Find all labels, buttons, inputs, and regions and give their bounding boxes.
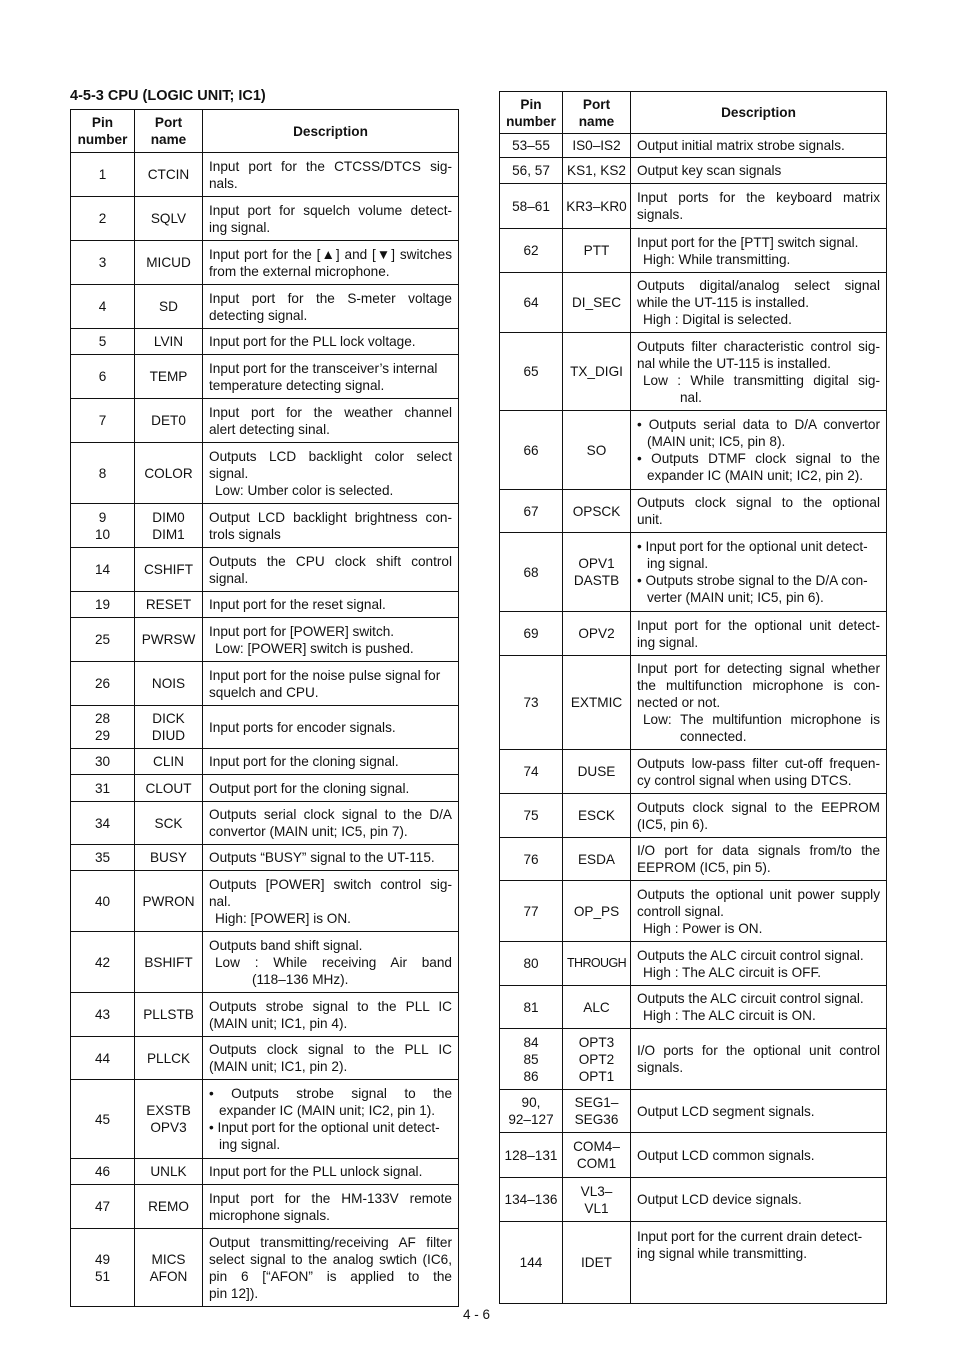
description-cell: Outputs digital/analog select signal while the UT-115 is installed. High : Digital is selected. xyxy=(631,273,887,333)
table-row xyxy=(500,333,887,411)
pin-number-cell: 4 xyxy=(71,285,135,329)
pin-number-cell: 64 xyxy=(500,273,563,333)
description-cell: Input ports for the keyboard matrix signals. xyxy=(631,184,887,229)
pin-number-cell: 42 xyxy=(71,932,135,993)
table-row xyxy=(71,504,459,548)
port-name-header: Port name xyxy=(563,92,631,134)
table-row xyxy=(500,1133,887,1178)
description-cell: • Input port for the optional unit detect- ing signal. • Outputs strobe signal to the D/A con- verter (MAIN unit; IC5, pin 6). xyxy=(631,533,887,612)
description-cell: Input port for the reset signal. xyxy=(203,592,459,618)
pin-number-cell: 2 xyxy=(71,197,135,241)
port-name-cell: OP_PS xyxy=(563,881,631,942)
table-row xyxy=(500,490,887,533)
table-row xyxy=(500,1178,887,1222)
description-cell: Input port for squelch volume detect- ing signal. xyxy=(203,197,459,241)
description-cell: Outputs the optional unit power supply controll signal. High : Power is ON. xyxy=(631,881,887,942)
description-cell: Output LCD segment signals. xyxy=(631,1090,887,1133)
pin-number-cell: 90, 92–127 xyxy=(500,1090,563,1133)
pin-number-cell: 30 xyxy=(71,749,135,775)
pin-number-cell: 1 xyxy=(71,153,135,197)
port-name-cell: DI_SEC xyxy=(563,273,631,333)
description-cell: Outputs clock signal to the EEPROM (IC5, pin 6). xyxy=(631,794,887,838)
description-cell: Input port for the transceiver’s internal temperature detecting signal. xyxy=(203,355,459,399)
description-cell: Outputs strobe signal to the PLL IC (MAIN unit; IC1, pin 4). xyxy=(203,993,459,1037)
description-cell: Outputs “BUSY” signal to the UT-115. xyxy=(203,845,459,871)
table-row xyxy=(71,1159,459,1185)
pin-number-cell: 74 xyxy=(500,750,563,794)
pin-number-cell: 46 xyxy=(71,1159,135,1185)
pin-table-right xyxy=(499,91,887,1304)
table-row xyxy=(500,134,887,158)
port-name-cell: ESCK xyxy=(563,794,631,838)
description-cell: Outputs [POWER] switch control sig- nal. High: [POWER] is ON. xyxy=(203,871,459,932)
description-cell: Input port for the noise pulse signal for squelch and CPU. xyxy=(203,662,459,706)
description-cell: Output LCD backlight brightness con- trols signals xyxy=(203,504,459,548)
port-name-cell: OPT3 OPT2 OPT1 xyxy=(563,1029,631,1090)
description-cell: Input port for the PLL unlock signal. xyxy=(203,1159,459,1185)
table-row xyxy=(500,158,887,184)
description-cell: Input port for detecting signal whether the multifunction microphone is con- nected or not. Low: The multifuntion microphone is connected. xyxy=(631,656,887,750)
description-header: Description xyxy=(631,92,887,134)
pin-number-cell: 45 xyxy=(71,1080,135,1159)
pin-number-cell: 44 xyxy=(71,1037,135,1080)
table-row xyxy=(71,197,459,241)
pin-number-cell: 19 xyxy=(71,592,135,618)
port-name-cell: PTT xyxy=(563,229,631,273)
port-name-cell: MICS AFON xyxy=(135,1229,203,1307)
port-name-cell: ESDA xyxy=(563,838,631,881)
description-cell: Input port for the HM-133V remote microphone signals. xyxy=(203,1185,459,1229)
table-row xyxy=(71,618,459,662)
port-name-cell: ALC xyxy=(563,986,631,1029)
table-row xyxy=(71,662,459,706)
description-cell: Input port for the optional unit detect- ing signal. xyxy=(631,612,887,656)
pin-number-cell: 47 xyxy=(71,1185,135,1229)
header-row xyxy=(500,92,887,134)
table-row xyxy=(71,932,459,993)
pin-number-cell: 5 xyxy=(71,329,135,355)
page-number: 4 - 6 xyxy=(463,1307,491,1322)
description-cell: Outputs the CPU clock shift control signal. xyxy=(203,548,459,592)
description-cell: Output key scan signals xyxy=(631,158,887,184)
description-cell: Input port for the [▲] and [▼] switches from the external microphone. xyxy=(203,241,459,285)
table-row xyxy=(500,411,887,490)
pin-number-header: Pin number xyxy=(500,92,563,134)
table-row xyxy=(71,443,459,504)
table-row xyxy=(71,1229,459,1307)
pin-number-cell: 34 xyxy=(71,802,135,845)
pin-number-cell: 49 51 xyxy=(71,1229,135,1307)
port-name-cell: RESET xyxy=(135,592,203,618)
table-row xyxy=(71,871,459,932)
pin-number-header: Pin number xyxy=(71,110,135,153)
pin-number-cell: 58–61 xyxy=(500,184,563,229)
description-cell: Input port for the PLL lock voltage. xyxy=(203,329,459,355)
port-name-cell: IS0–IS2 xyxy=(563,134,631,158)
pin-number-cell: 69 xyxy=(500,612,563,656)
description-cell: Output LCD common signals. xyxy=(631,1133,887,1178)
port-name-cell: OPSCK xyxy=(563,490,631,533)
port-name-cell: CSHIFT xyxy=(135,548,203,592)
table-row xyxy=(71,329,459,355)
pin-table-left xyxy=(70,109,459,1307)
port-name-cell: PWRSW xyxy=(135,618,203,662)
pin-number-cell: 84 85 86 xyxy=(500,1029,563,1090)
table-row xyxy=(71,241,459,285)
table-row xyxy=(500,273,887,333)
port-name-cell: OPV1 DASTB xyxy=(563,533,631,612)
pin-number-cell: 66 xyxy=(500,411,563,490)
pin-number-cell: 43 xyxy=(71,993,135,1037)
table-row xyxy=(500,533,887,612)
description-cell: Input port for the S-meter voltage detecting signal. xyxy=(203,285,459,329)
pin-number-cell: 26 xyxy=(71,662,135,706)
pin-number-cell: 67 xyxy=(500,490,563,533)
table-row xyxy=(71,1037,459,1080)
description-cell: Outputs filter characteristic control sig- nal while the UT-115 is installed. Low : While transmitting digital sig- nal. xyxy=(631,333,887,411)
port-name-cell: SQLV xyxy=(135,197,203,241)
pin-number-cell: 76 xyxy=(500,838,563,881)
port-name-cell: COLOR xyxy=(135,443,203,504)
description-cell: Outputs clock signal to the PLL IC (MAIN unit; IC1, pin 2). xyxy=(203,1037,459,1080)
port-name-cell: EXTMIC xyxy=(563,656,631,750)
description-cell: Input port for the current drain detect- ing signal while transmitting. xyxy=(631,1222,887,1304)
port-name-cell: VL3– VL1 xyxy=(563,1178,631,1222)
pin-number-cell: 25 xyxy=(71,618,135,662)
table-row xyxy=(71,993,459,1037)
description-cell: Output port for the cloning signal. xyxy=(203,775,459,802)
description-cell: Input port for the cloning signal. xyxy=(203,749,459,775)
pin-number-cell: 80 xyxy=(500,942,563,986)
description-cell: I/O ports for the optional unit control signals. xyxy=(631,1029,887,1090)
pin-number-cell: 3 xyxy=(71,241,135,285)
pin-number-cell: 14 xyxy=(71,548,135,592)
pin-number-cell: 68 xyxy=(500,533,563,612)
table-row xyxy=(71,1185,459,1229)
table-row xyxy=(500,1090,887,1133)
table-row xyxy=(71,749,459,775)
pin-number-cell: 9 10 xyxy=(71,504,135,548)
table-row xyxy=(500,881,887,942)
table-row xyxy=(71,1080,459,1159)
description-cell: Output initial matrix strobe signals. xyxy=(631,134,887,158)
port-name-cell: SCK xyxy=(135,802,203,845)
description-cell: Input port for the [PTT] switch signal. High: While transmitting. xyxy=(631,229,887,273)
description-cell: • Outputs strobe signal to the expander IC (MAIN unit; IC2, pin 1). • Input port for the optional unit detect- ing signal. xyxy=(203,1080,459,1159)
port-name-cell: DIM0 DIM1 xyxy=(135,504,203,548)
description-cell: Input ports for encoder signals. xyxy=(203,706,459,749)
port-name-cell: OPV2 xyxy=(563,612,631,656)
table-row xyxy=(500,942,887,986)
pin-number-cell: 65 xyxy=(500,333,563,411)
port-name-cell: NOIS xyxy=(135,662,203,706)
port-name-cell: REMO xyxy=(135,1185,203,1229)
description-cell: Outputs LCD backlight color select signal. Low: Umber color is selected. xyxy=(203,443,459,504)
pin-number-cell: 8 xyxy=(71,443,135,504)
port-name-cell: IDET xyxy=(563,1222,631,1304)
section-title: 4-5-3 CPU (LOGIC UNIT; IC1) xyxy=(70,88,266,104)
port-name-cell: KR3–KR0 xyxy=(563,184,631,229)
port-name-cell: LVIN xyxy=(135,329,203,355)
table-row xyxy=(500,1222,887,1304)
description-cell: • Outputs serial data to D/A convertor (MAIN unit; IC5, pin 8). • Outputs DTMF clock signal to the expander IC (MAIN unit; IC2, pin 2). xyxy=(631,411,887,490)
pin-number-cell: 7 xyxy=(71,399,135,443)
pin-number-cell: 77 xyxy=(500,881,563,942)
table-row xyxy=(500,986,887,1029)
table-row xyxy=(71,845,459,871)
pin-number-cell: 128–131 xyxy=(500,1133,563,1178)
port-name-cell: PLLCK xyxy=(135,1037,203,1080)
port-name-cell: BSHIFT xyxy=(135,932,203,993)
table-row xyxy=(71,285,459,329)
description-cell: Outputs serial clock signal to the D/A convertor (MAIN unit; IC5, pin 7). xyxy=(203,802,459,845)
description-cell: Outputs band shift signal. Low : While receiving Air band (118–136 MHz). xyxy=(203,932,459,993)
pin-number-cell: 73 xyxy=(500,656,563,750)
table-row xyxy=(71,355,459,399)
description-cell: Outputs low-pass filter cut-off frequen- cy control signal when using DTCS. xyxy=(631,750,887,794)
port-name-cell: TEMP xyxy=(135,355,203,399)
port-name-cell: KS1, KS2 xyxy=(563,158,631,184)
port-name-cell: SEG1– SEG36 xyxy=(563,1090,631,1133)
pin-number-cell: 53–55 xyxy=(500,134,563,158)
description-header: Description xyxy=(203,110,459,153)
port-name-cell: SO xyxy=(563,411,631,490)
port-name-cell: COM4– COM1 xyxy=(563,1133,631,1178)
port-name-cell: THROUGH xyxy=(563,942,631,986)
description-cell: Outputs the ALC circuit control signal. High : The ALC circuit is ON. xyxy=(631,986,887,1029)
table-row xyxy=(71,706,459,749)
port-name-cell: EXSTB OPV3 xyxy=(135,1080,203,1159)
description-cell: I/O port for data signals from/to the EEPROM (IC5, pin 5). xyxy=(631,838,887,881)
table-row xyxy=(71,592,459,618)
port-name-cell: BUSY xyxy=(135,845,203,871)
table-row xyxy=(500,184,887,229)
pin-number-cell: 6 xyxy=(71,355,135,399)
pin-number-cell: 40 xyxy=(71,871,135,932)
table-row xyxy=(500,838,887,881)
port-name-cell: DICK DIUD xyxy=(135,706,203,749)
table-row xyxy=(500,229,887,273)
pin-number-cell: 35 xyxy=(71,845,135,871)
table-row xyxy=(71,399,459,443)
table-row xyxy=(500,1029,887,1090)
pin-number-cell: 81 xyxy=(500,986,563,1029)
table-row xyxy=(500,612,887,656)
description-cell: Output transmitting/receiving AF filter select signal to the analog swtich (IC6, pin 6 [“AFON” is applied to the pin 12]). xyxy=(203,1229,459,1307)
port-name-cell: PLLSTB xyxy=(135,993,203,1037)
port-name-cell: UNLK xyxy=(135,1159,203,1185)
description-cell: Outputs the ALC circuit control signal. High : The ALC circuit is OFF. xyxy=(631,942,887,986)
description-cell: Input port for the CTCSS/DTCS sig- nals. xyxy=(203,153,459,197)
port-name-header: Port name xyxy=(135,110,203,153)
pin-number-cell: 62 xyxy=(500,229,563,273)
port-name-cell: SD xyxy=(135,285,203,329)
table-row xyxy=(71,775,459,802)
pin-number-cell: 56, 57 xyxy=(500,158,563,184)
port-name-cell: PWRON xyxy=(135,871,203,932)
description-cell: Input port for the weather channel alert detecting sinal. xyxy=(203,399,459,443)
table-row xyxy=(500,656,887,750)
port-name-cell: CLOUT xyxy=(135,775,203,802)
description-cell: Output LCD device signals. xyxy=(631,1178,887,1222)
port-name-cell: TX_DIGI xyxy=(563,333,631,411)
table-row xyxy=(500,794,887,838)
port-name-cell: DET0 xyxy=(135,399,203,443)
table-row xyxy=(71,802,459,845)
description-cell: Input port for [POWER] switch. Low: [POWER] switch is pushed. xyxy=(203,618,459,662)
port-name-cell: CLIN xyxy=(135,749,203,775)
description-cell: Outputs clock signal to the optional unit. xyxy=(631,490,887,533)
table-row xyxy=(71,153,459,197)
pin-number-cell: 31 xyxy=(71,775,135,802)
port-name-cell: DUSE xyxy=(563,750,631,794)
pin-number-cell: 75 xyxy=(500,794,563,838)
header-row xyxy=(71,110,459,153)
table-row xyxy=(71,548,459,592)
pin-number-cell: 144 xyxy=(500,1222,563,1304)
port-name-cell: MICUD xyxy=(135,241,203,285)
table-row xyxy=(500,750,887,794)
pin-number-cell: 134–136 xyxy=(500,1178,563,1222)
port-name-cell: CTCIN xyxy=(135,153,203,197)
pin-number-cell: 28 29 xyxy=(71,706,135,749)
